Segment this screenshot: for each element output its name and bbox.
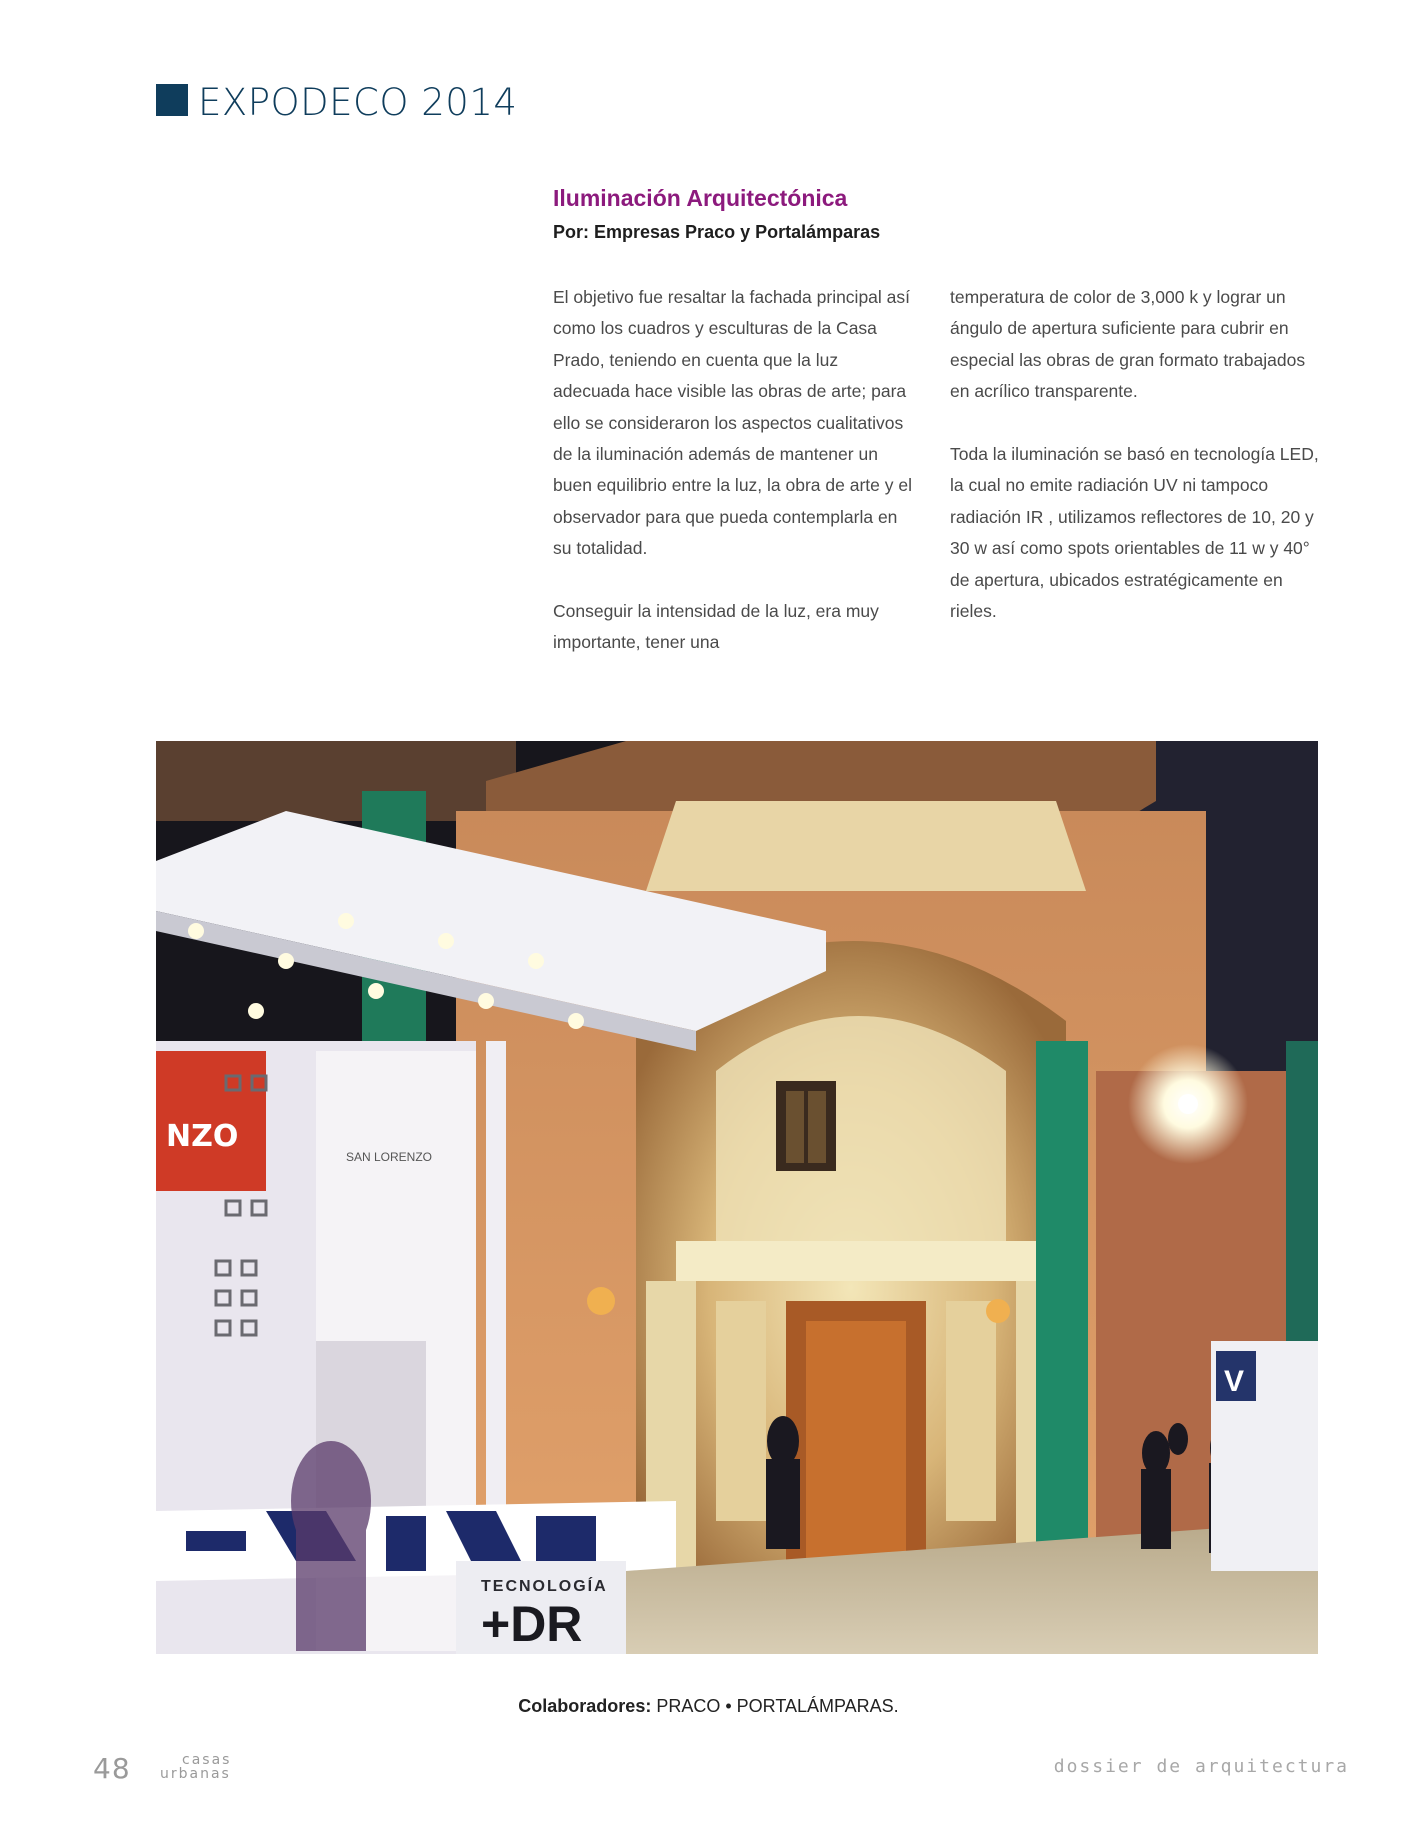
- stand-letter: V: [1224, 1365, 1245, 1398]
- facade-photo: [156, 741, 1318, 1654]
- logo-top-text: casas: [182, 1752, 232, 1768]
- logo-bottom-text: urbanas: [160, 1766, 231, 1782]
- tech-line-1: TECNOLOGÍA: [481, 1578, 608, 1595]
- brand-small-text: SAN LORENZO: [346, 1150, 433, 1164]
- tech-line-2: +DR: [481, 1596, 583, 1652]
- magazine-logo: [160, 1752, 260, 1788]
- page-number: 48: [93, 1752, 131, 1785]
- paragraph: El objetivo fue resaltar la fachada principal así como los cuadros y esculturas de la Casa Prado, teniendo en cuenta que la luz adecuada hace visible las obras de arte; para ello se consideraron los aspectos cualitativos de la iluminación además de mantener un buen equilibrio entre la luz, la obra de arte y el observador para que pueda contemplarla en su totalidad.: [553, 287, 912, 559]
- photo-caption: [0, 1696, 1417, 1717]
- paragraph: Toda la iluminación se basó en tecnología LED, la cual no emite radiación UV ni tampoco radiación IR , utilizamos reflectores de 10, 20 y 30 w así como spots orientables de 11 w y 40° de apertura, ubicados estratégicamente en rieles.: [950, 444, 1319, 622]
- footer-section-label: dossier de arquitectura: [1053, 1756, 1349, 1777]
- caption-label: Colaboradores:: [518, 1696, 652, 1716]
- article-title: Iluminación Arquitectónica: [553, 185, 848, 211]
- paragraph: temperatura de color de 3,000 k y lograr un ángulo de apertura suficiente para cubrir en especial las obras de gran formato trabajados en acrílico transparente.: [950, 287, 1306, 402]
- section-marker: [156, 84, 188, 116]
- caption-text: PRACO • PORTALÁMPARAS.: [651, 1696, 899, 1716]
- sign-letters: NZO: [166, 1119, 239, 1154]
- section-title: EXPODECO 2014: [198, 81, 518, 124]
- body-column-right: [950, 282, 1320, 627]
- body-column-left: [553, 282, 913, 659]
- article-byline: Por: Empresas Praco y Portalámparas: [553, 222, 881, 242]
- paragraph: Conseguir la intensidad de la luz, era muy importante, tener una: [553, 601, 879, 653]
